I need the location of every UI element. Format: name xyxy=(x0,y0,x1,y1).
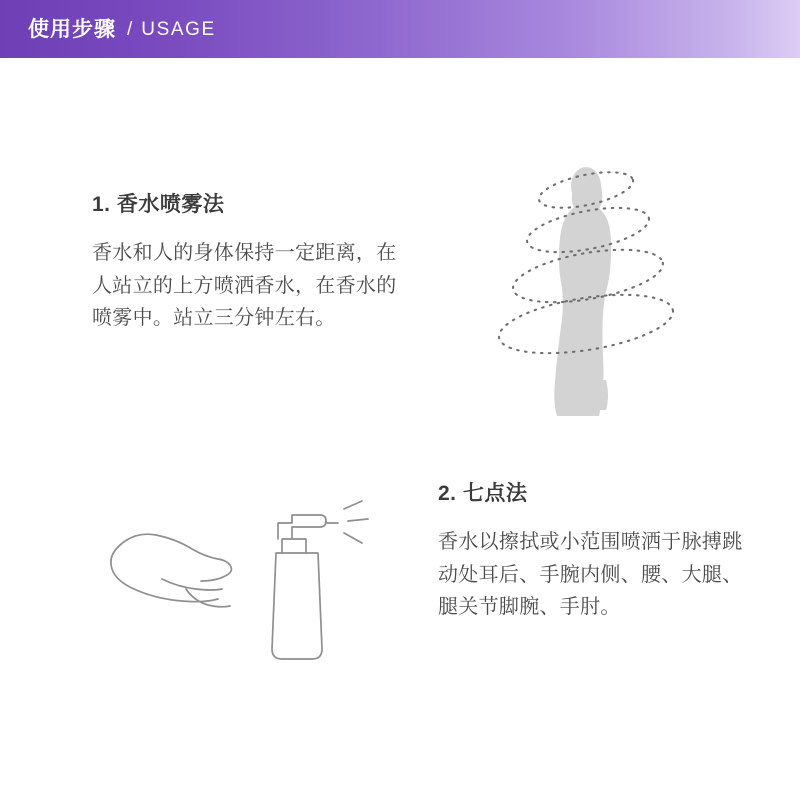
page-header xyxy=(0,0,800,58)
step-2-text xyxy=(438,481,758,623)
step-1-text xyxy=(92,192,412,334)
woman-silhouette-spray-spiral-icon xyxy=(470,158,710,418)
header-separator: / xyxy=(127,18,133,40)
step-2-body: 香水以擦拭或小范围喷洒于脉搏跳动处耳后、手腕内侧、腰、大腿、腿关节脚腕、手肘。 xyxy=(438,531,743,618)
step-1-body: 香水和人的身体保持一定距离，在人站立的上方喷洒香水，在香水的喷雾中。站立三分钟左右。 xyxy=(92,242,397,329)
step-1-title: 1. 香水喷雾法 xyxy=(92,193,225,216)
usage-step-1 xyxy=(0,150,800,430)
hand-spray-bottle-icon xyxy=(100,475,380,675)
step-2-title: 2. 七点法 xyxy=(438,482,528,505)
usage-step-2 xyxy=(0,455,800,705)
header-title-cn: 使用步骤 xyxy=(28,17,116,41)
header-title-en: USAGE xyxy=(141,18,216,40)
